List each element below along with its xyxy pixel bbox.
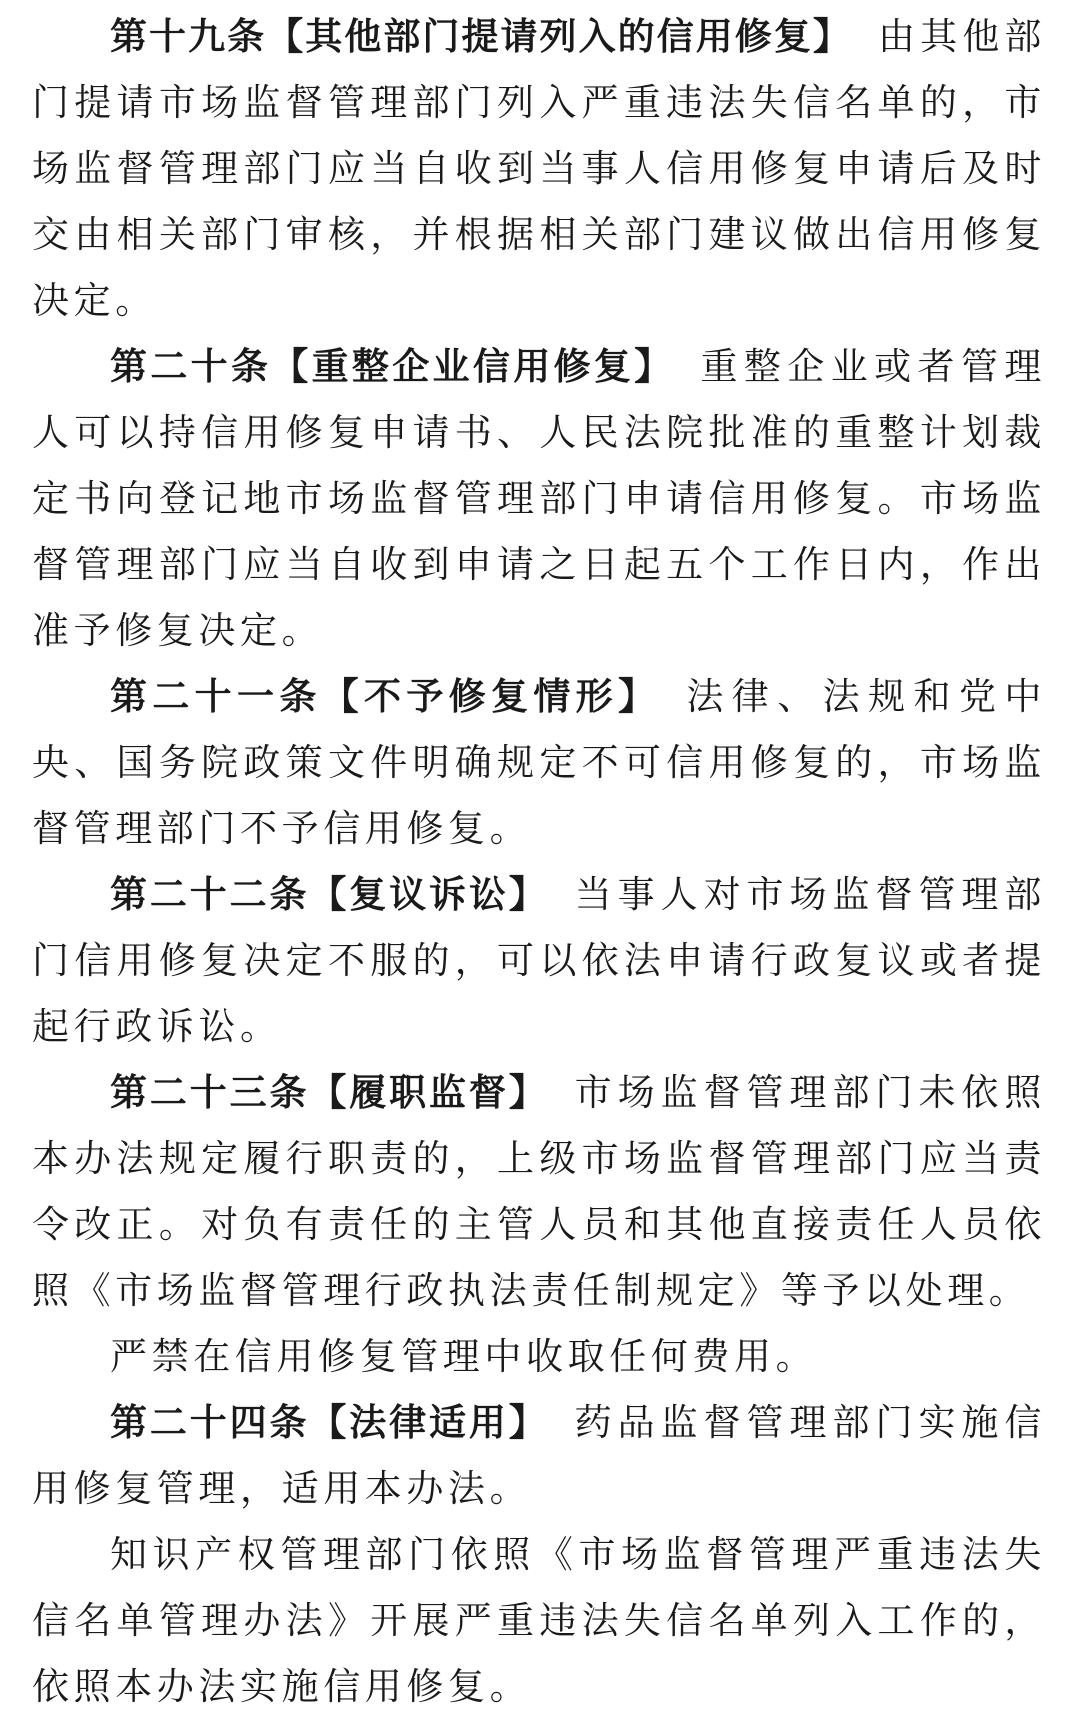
- article-21: [32, 664, 1046, 862]
- article-body: 市场监督管理部门未依照本办法规定履行职责的，上级市场监督管理部门应当责令改正。对负有责任的主管人员和其他直接责任人员依照《市场监督管理行政执法责任制规定》等予以处理。: [32, 1071, 1047, 1312]
- article-number: 第二十三条: [110, 1071, 310, 1114]
- article-22: [32, 862, 1046, 1060]
- article-number: 第二十四条: [110, 1401, 310, 1444]
- article-number: 第二十一条: [110, 675, 322, 718]
- article-number: 第十九条: [110, 15, 267, 58]
- article-number: 第二十二条: [110, 873, 310, 916]
- article-23-paragraph-2: 严禁在信用修复管理中收取任何费用。: [110, 1335, 818, 1378]
- article-body: 药品监督管理部门实施信用修复管理，适用本办法。: [32, 1401, 1047, 1510]
- article-20: [32, 334, 1046, 664]
- article-23: [32, 1060, 1046, 1324]
- article-heading: 【法律适用】: [309, 1401, 549, 1444]
- article-heading: 【不予修复情形】: [321, 675, 661, 718]
- article-24: [32, 1390, 1046, 1522]
- article-19: [32, 4, 1046, 334]
- article-heading: 【复议诉讼】: [309, 873, 549, 916]
- article-body: 重整企业或者管理人可以持信用修复申请书、人民法院批准的重整计划裁定书向登记地市场监督管理部门申请信用修复。市场监督管理部门应当自收到申请之日起五个工作日内，作出准予修复决定。: [32, 345, 1046, 652]
- article-heading: 【重整企业信用修复】: [271, 345, 675, 388]
- article-body: 当事人对市场监督管理部门信用修复决定不服的，可以依法申请行政复议或者提起行政诉讼。: [32, 873, 1047, 1048]
- article-heading: 【履职监督】: [309, 1071, 549, 1114]
- article-heading: 【其他部门提请列入的信用修复】: [266, 15, 852, 58]
- article-24-paragraph-2: 知识产权管理部门依照《市场监督管理严重违法失信名单管理办法》开展严重违法失信名单列入工作的，依照本办法实施信用修复。: [32, 1533, 1046, 1708]
- article-number: 第二十条: [110, 345, 272, 388]
- article-body: 法律、法规和党中央、国务院政策文件明确规定不可信用修复的，市场监督管理部门不予信用修复。: [32, 675, 1046, 850]
- article-body: 由其他部门提请市场监督管理部门列入严重违法失信名单的，市场监督管理部门应当自收到当事人信用修复申请后及时交由相关部门审核，并根据相关部门建议做出信用修复决定。: [32, 15, 1047, 322]
